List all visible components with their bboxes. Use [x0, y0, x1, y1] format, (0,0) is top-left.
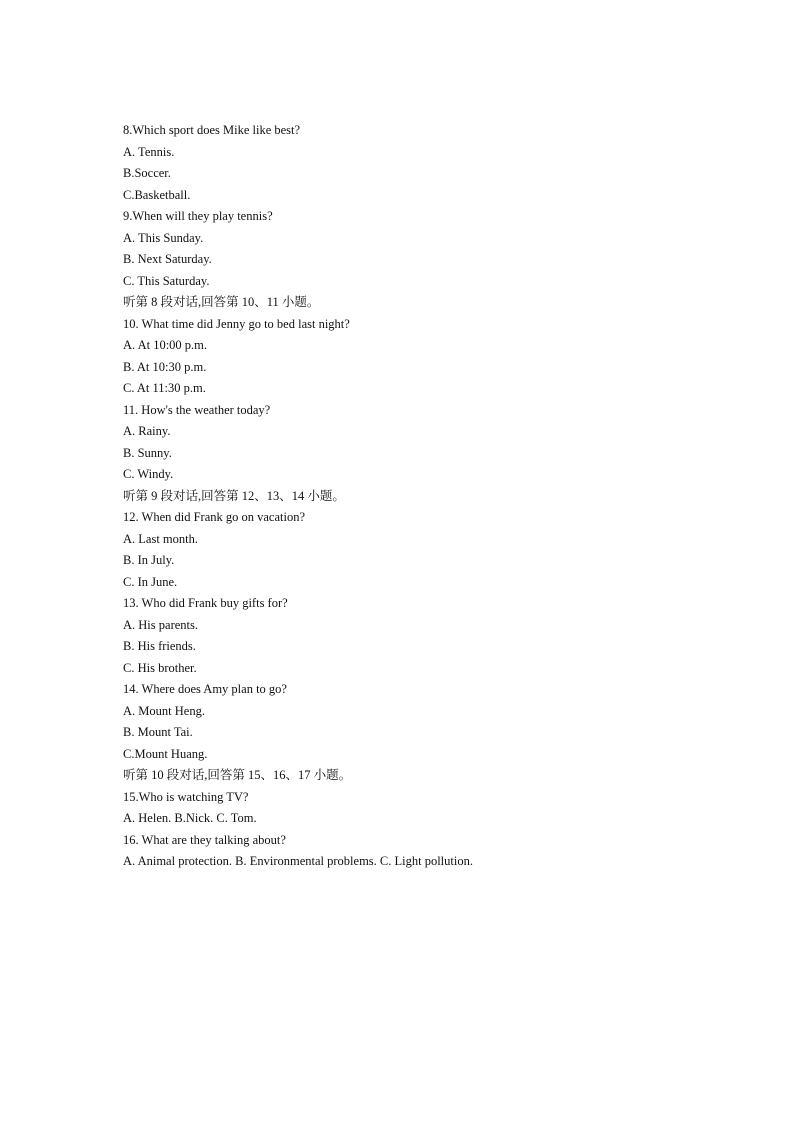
option-9-c: C. This Saturday.	[123, 273, 210, 288]
section-instruction-10: 听第 10 段对话,回答第 15、16、17 小题。	[123, 768, 352, 782]
option-13-b: B. His friends.	[123, 639, 196, 653]
option-13-c: C. His brother.	[123, 660, 197, 675]
option-8-a: A. Tennis.	[123, 144, 175, 159]
option-12-a: A. Last month.	[123, 531, 198, 546]
question-15: 15.Who is watching TV?	[123, 789, 249, 804]
question-13: 13. Who did Frank buy gifts for?	[123, 596, 288, 610]
section-instruction-9: 听第 9 段对话,回答第 12、13、14 小题。	[123, 488, 345, 503]
question-12: 12. When did Frank go on vacation?	[123, 510, 306, 524]
option-9-b: B. Next Saturday.	[123, 252, 212, 266]
question-8: 8.Which sport does Mike like best?	[123, 123, 301, 137]
option-10-c: C. At 11:30 p.m.	[123, 381, 206, 395]
question-10: 10. What time did Jenny go to bed last night?	[123, 316, 350, 331]
option-14-a: A. Mount Heng.	[123, 703, 205, 718]
question-16: 16. What are they talking about?	[123, 832, 286, 847]
option-12-c: C. In June.	[123, 574, 178, 589]
section-instruction-8: 听第 8 段对话,回答第 10、11 小题。	[123, 295, 320, 309]
question-14: 14. Where does Amy plan to go?	[123, 682, 287, 696]
option-11-a: A. Rainy.	[123, 424, 171, 438]
option-12-b: B. In July.	[123, 553, 175, 567]
question-9: 9.When will they play tennis?	[123, 209, 273, 223]
option-11-b: B. Sunny.	[123, 445, 172, 460]
option-10-b: B. At 10:30 p.m.	[123, 359, 207, 374]
option-14-c: C.Mount Huang.	[123, 746, 208, 761]
options-15: A. Helen. B.Nick. C. Tom.	[123, 811, 257, 825]
option-8-b: B.Soccer.	[123, 166, 171, 180]
option-11-c: C. Windy.	[123, 467, 174, 481]
option-14-b: B. Mount Tai.	[123, 725, 193, 739]
question-11: 11. How's the weather today?	[123, 402, 271, 417]
options-16: A. Animal protection. B. Environmental problems. C. Light pollution.	[123, 854, 473, 868]
document-content	[123, 120, 763, 873]
option-9-a: A. This Sunday.	[123, 230, 204, 245]
option-13-a: A. His parents.	[123, 617, 198, 632]
option-8-c: C.Basketball.	[123, 187, 191, 202]
option-10-a: A. At 10:00 p.m.	[123, 338, 208, 352]
